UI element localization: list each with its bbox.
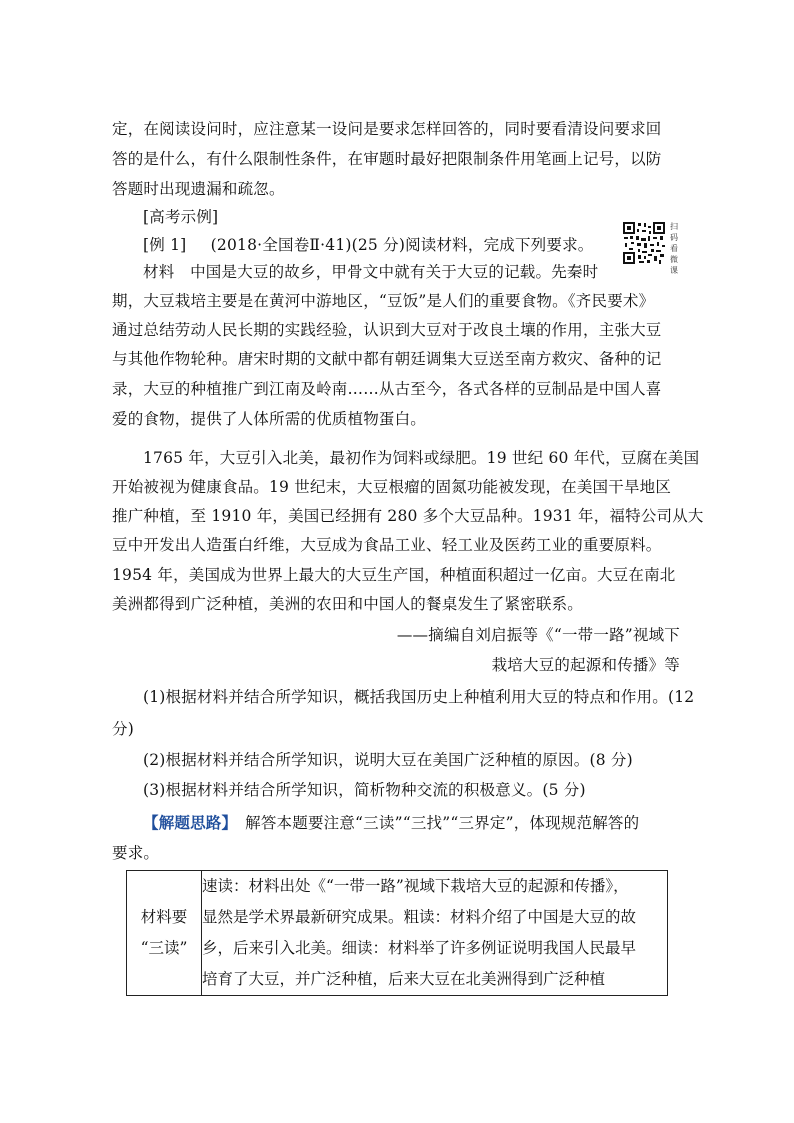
intro-line-2: 答的是什么，有什么限制性条件，在审题时最好把限制条件用笔画上记号，以防 <box>112 150 662 168</box>
section-title: [高考示例] <box>143 208 219 226</box>
question-2: (2)根据材料并结合所学知识，说明大豆在美国广泛种植的原因。(8 分) <box>143 751 633 769</box>
material-p2-line-4: 豆中开发出人造蛋白纤维，大豆成为食品工业、轻工业及医药工业的重要原料。 <box>112 536 662 554</box>
material-p1-line-2: 期，大豆栽培主要是在黄河中游地区，“豆饭”是人们的重要食物。《齐民要术》 <box>112 292 655 310</box>
analysis-tag: 【解题思路】 <box>143 813 230 832</box>
analysis-line-1 <box>143 813 713 833</box>
table-content-line-3: 乡，后来引入北美。细读：材料举了许多例证说明我国人民最早 <box>202 939 637 957</box>
material-p2-line-1: 1765 年，大豆引入北美，最初作为饲料或绿肥。19 世纪 60 年代，豆腐在美国 <box>143 449 700 467</box>
qr-caption: 扫码看微课 <box>670 222 678 275</box>
table-content-cell <box>202 871 668 996</box>
material-p2-line-6: 美洲都得到广泛种植，美洲的农田和中国人的餐桌发生了紧密联系。 <box>112 595 584 613</box>
material-p1-line-1: 材料 中国是大豆的故乡，甲骨文中就有关于大豆的记载。先秦时 <box>143 263 599 281</box>
material-p2-line-5: 1954 年，美国成为世界上最大的大豆生产国，种植面积超过一亿亩。大豆在南北 <box>112 566 676 584</box>
table-header-cell <box>127 871 202 996</box>
material-p1-line-4: 与其他作物轮种。唐宋时期的文献中都有朝廷调集大豆送至南方救灾、备种的记 <box>112 350 662 368</box>
analysis-line-2: 要求。 <box>112 844 160 862</box>
material-p1-line-5: 录，大豆的种植推广到江南及岭南……从古至今，各式各样的豆制品是中国人喜 <box>112 380 662 398</box>
intro-line-3: 答题时出现遗漏和疏忽。 <box>112 180 285 198</box>
table-header-line-2: “三读” <box>140 939 188 957</box>
material-p1-line-3: 通过总结劳动人民长期的实践经验，认识到大豆对于改良土壤的作用，主张大豆 <box>112 321 662 339</box>
question-1-line-2: 分) <box>112 720 134 738</box>
table-content-line-4: 培育了大豆，并广泛种植，后来大豆在北美洲得到广泛种植 <box>202 970 606 988</box>
material-p2-line-3: 推广种植，至 1910 年，美国已经拥有 280 多个大豆品种。1931 年，福特公司从大 <box>112 507 704 525</box>
material-p2-line-2: 开始被视为健康食品。19 世纪末，大豆根瘤的固氮功能被发现，在美国干旱地区 <box>112 478 672 496</box>
material-p1-line-6: 爱的食物，提供了人体所需的优质植物蛋白。 <box>112 410 427 428</box>
qr-code-icon[interactable] <box>622 221 666 265</box>
three-reads-table <box>126 870 668 996</box>
citation-line-2: 栽培大豆的起源和传播》等 <box>491 656 680 674</box>
table-header-line-1: 材料要 <box>140 908 188 926</box>
question-3: (3)根据材料并结合所学知识，简析物种交流的积极意义。(5 分) <box>143 781 586 799</box>
table-content-line-1: 速读：材料出处《“一带一路”视域下栽培大豆的起源和传播》， <box>202 877 629 895</box>
example-source: (2018·全国卷Ⅱ·41)(25 分)阅读材料，完成下列要求。 <box>210 236 594 254</box>
citation-line-1: ——摘编自刘启振等《“一带一路”视域下 <box>396 626 680 644</box>
table-content-line-2: 显然是学术界最新研究成果。粗读：材料介绍了中国是大豆的故 <box>202 908 637 926</box>
table-row <box>127 871 668 996</box>
analysis-text: 解答本题要注意“三读”“三找”“三界定”，体现规范解答的 <box>229 814 640 832</box>
question-1-line-1: (1)根据材料并结合所学知识，概括我国历史上种植利用大豆的特点和作用。(12 <box>143 688 695 706</box>
example-label: [例 1] <box>143 236 187 254</box>
intro-line-1: 定，在阅读设问时，应注意某一设问是要求怎样回答的，同时要看清设问要求回 <box>112 120 662 138</box>
